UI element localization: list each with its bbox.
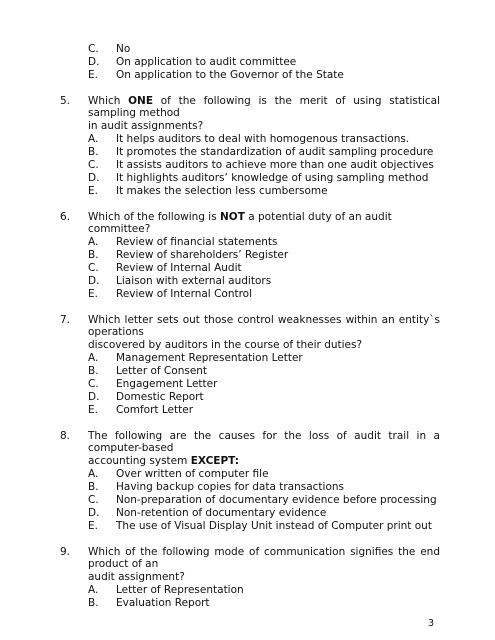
question-number: 6. bbox=[60, 211, 71, 223]
question-line-2: discovered by auditors in the course of their duties? bbox=[88, 338, 363, 351]
question-number: 9. bbox=[60, 546, 71, 558]
option-letter: B. bbox=[88, 146, 99, 158]
question-number: 5. bbox=[60, 95, 71, 107]
question-emphasis: ONE bbox=[128, 95, 154, 107]
option-letter: A. bbox=[88, 236, 99, 248]
option-letter: C. bbox=[88, 159, 99, 171]
option-letter: E. bbox=[88, 520, 98, 532]
option-letter: B. bbox=[88, 365, 99, 377]
question-text-part: Which of the following is bbox=[88, 211, 221, 223]
option-text: It assists auditors to achieve more than one audit objectives bbox=[116, 159, 434, 171]
option-text: Having backup copies for data transactions bbox=[116, 481, 345, 493]
question-line-1 bbox=[88, 95, 440, 120]
option-letter: E. bbox=[88, 288, 98, 300]
option-letter: A. bbox=[88, 468, 99, 480]
option-text: Engagement Letter bbox=[116, 378, 218, 390]
option-text: Review of shareholders’ Register bbox=[116, 249, 289, 261]
option-text: Review of financial statements bbox=[116, 236, 278, 248]
option-letter: B. bbox=[88, 249, 99, 261]
option-text: Comfort Letter bbox=[116, 404, 194, 416]
option-text: It makes the selection less cumbersome bbox=[116, 185, 328, 197]
option-text: It promotes the standardization of audit sampling procedure bbox=[116, 146, 434, 158]
option-letter: C. bbox=[88, 262, 99, 274]
option-text: Liaison with external auditors bbox=[116, 275, 272, 287]
option-letter: E. bbox=[88, 404, 98, 416]
option-letter: C. bbox=[88, 494, 99, 506]
question-line-1: Which of the following mode of communication signifies the end product of an bbox=[88, 546, 440, 571]
option-text: Management Representation Letter bbox=[116, 352, 303, 364]
question-line-1: Which letter sets out those control weaknesses within an entity`s operations bbox=[88, 314, 440, 339]
question-line-2 bbox=[88, 455, 440, 467]
option-text: Non-preparation of documentary evidence before processing bbox=[116, 494, 437, 506]
option-letter: D. bbox=[88, 172, 100, 184]
option-letter: D. bbox=[88, 56, 100, 68]
question-number: 7. bbox=[60, 314, 71, 326]
question-line-2: audit assignment? bbox=[88, 570, 185, 583]
question-text bbox=[88, 546, 440, 583]
question-text bbox=[88, 211, 440, 236]
option-text: On application to the Governor of the State bbox=[116, 69, 344, 81]
option-text: It highlights auditors’ knowledge of using sampling method bbox=[116, 172, 429, 184]
question-text-part: Which bbox=[88, 95, 129, 107]
question-text bbox=[88, 314, 440, 351]
option-letter: A. bbox=[88, 133, 99, 145]
question-line-1: The following are the causes for the loss of audit trail in a computer-based bbox=[88, 430, 440, 455]
option-text: It helps auditors to deal with homogenous transactions. bbox=[116, 133, 410, 145]
option-letter: D. bbox=[88, 507, 100, 519]
option-letter: B. bbox=[88, 597, 99, 609]
question-text-part: of the following is the merit of using statistical sampling method bbox=[88, 95, 440, 120]
question-emphasis: NOT bbox=[220, 211, 245, 223]
option-text: Over written of computer file bbox=[116, 468, 269, 480]
option-letter: C. bbox=[88, 378, 99, 390]
question-text-part: accounting system bbox=[88, 454, 191, 467]
option-text: On application to audit committee bbox=[116, 56, 297, 68]
question-emphasis: EXCEPT: bbox=[190, 454, 239, 467]
option-letter: A. bbox=[88, 584, 99, 596]
question-line-2: in audit assignments? bbox=[88, 119, 204, 132]
option-letter: C. bbox=[88, 43, 99, 55]
question-text bbox=[88, 430, 440, 467]
option-text: Non-retention of documentary evidence bbox=[116, 507, 327, 519]
option-text: Review of Internal Control bbox=[116, 288, 253, 300]
page-number: 3 bbox=[428, 618, 435, 629]
option-text: Review of Internal Audit bbox=[116, 262, 242, 274]
question-line-1 bbox=[88, 211, 440, 236]
option-letter: E. bbox=[88, 185, 98, 197]
option-letter: B. bbox=[88, 481, 99, 493]
option-text: Letter of Representation bbox=[116, 584, 244, 596]
option-text: Letter of Consent bbox=[116, 365, 208, 377]
option-text: Evaluation Report bbox=[116, 597, 210, 609]
question-text-part: a potential duty of an audit committee? bbox=[88, 211, 392, 236]
question-text bbox=[88, 95, 440, 132]
option-text: The use of Visual Display Unit instead of Computer print out bbox=[116, 520, 432, 532]
option-text: No bbox=[116, 43, 131, 55]
option-text: Domestic Report bbox=[116, 391, 204, 403]
option-letter: E. bbox=[88, 69, 98, 81]
option-letter: D. bbox=[88, 275, 100, 287]
question-number: 8. bbox=[60, 430, 71, 442]
option-letter: D. bbox=[88, 391, 100, 403]
option-letter: A. bbox=[88, 352, 99, 364]
